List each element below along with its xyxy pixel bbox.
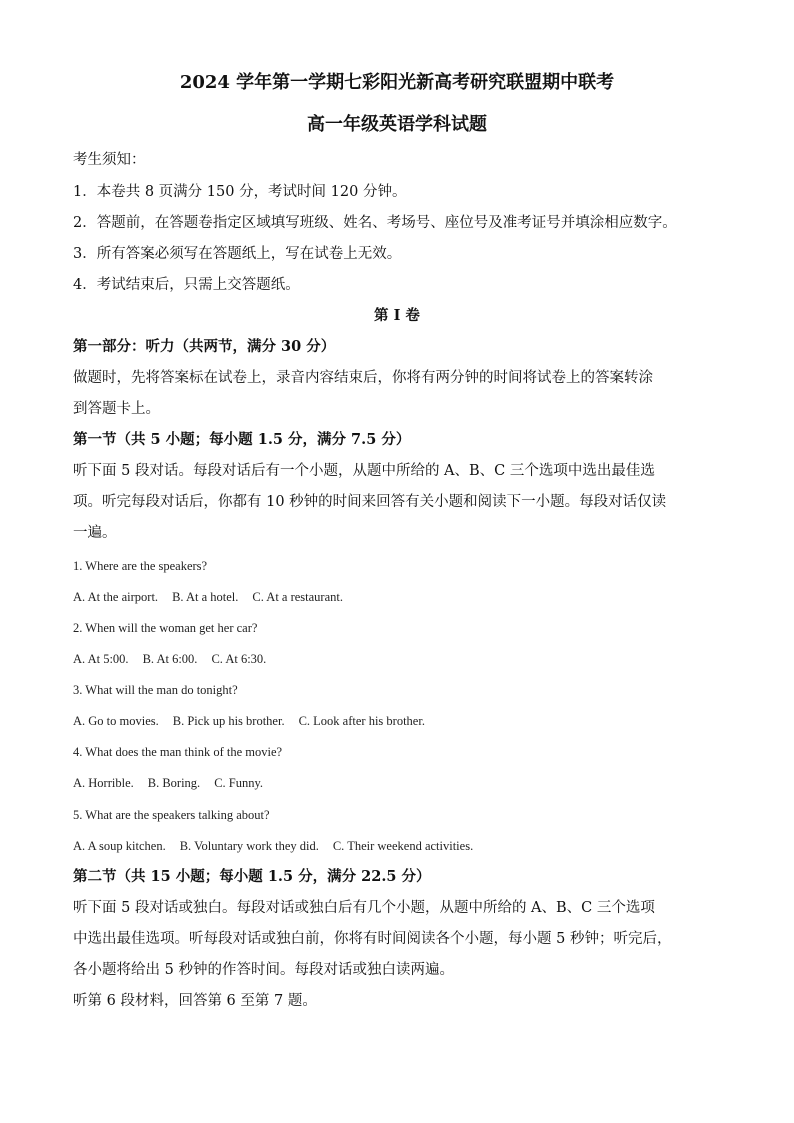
exam-subtitle: 高一年级英语学科试题 bbox=[307, 114, 487, 135]
option-b: B. At 6:00. bbox=[142, 652, 198, 666]
part1-instruction-1: 做题时，先将答案标在试卷上，录音内容结束后，你将有两分钟的时间将试卷上的答案转涂 bbox=[73, 370, 653, 386]
part1-instruction-2: 到答题卡上。 bbox=[73, 401, 160, 417]
question-5-options bbox=[73, 837, 487, 855]
option-a: A. Horrible. bbox=[73, 776, 134, 790]
question-2: 2. When will the woman get her car? bbox=[73, 621, 258, 635]
option-b: B. Pick up his brother. bbox=[172, 714, 285, 728]
notice-heading: 考生须知： bbox=[73, 152, 146, 168]
option-c: C. At a restaurant. bbox=[252, 590, 343, 604]
section1-instruction-1: 听下面 5 段对话。每段对话后有一个小题，从题中所给的 A、B、C 三个选项中选出最佳选 bbox=[73, 463, 655, 479]
option-c: C. Look after his brother. bbox=[298, 714, 425, 728]
question-1: 1. Where are the speakers? bbox=[73, 559, 208, 573]
option-b: B. Voluntary work they did. bbox=[179, 839, 319, 853]
material-note: 听第 6 段材料，回答第 6 至第 7 题。 bbox=[73, 993, 317, 1009]
question-2-options bbox=[73, 650, 280, 668]
section2-instruction-1: 听下面 5 段对话或独白。每段对话或独白后有几个小题，从题中所给的 A、B、C 三个选项 bbox=[73, 900, 655, 916]
volume-label: 第 I 卷 bbox=[374, 307, 420, 324]
question-3: 3. What will the man do tonight? bbox=[73, 683, 238, 697]
section2-instruction-3: 各小题将给出 5 秒钟的作答时间。每段对话或独白读两遍。 bbox=[73, 962, 454, 978]
option-a: A. At the airport. bbox=[73, 590, 159, 604]
exam-title: 2024 学年第一学期七彩阳光新高考研究联盟期中联考 bbox=[179, 72, 615, 93]
option-b: B. Boring. bbox=[147, 776, 201, 790]
option-c: C. At 6:30. bbox=[211, 652, 267, 666]
section1-heading: 第一节（共 5 小题；每小题 1.5 分，满分 7.5 分） bbox=[73, 431, 411, 448]
section2-heading: 第二节（共 15 小题；每小题 1.5 分，满分 22.5 分） bbox=[73, 868, 431, 885]
question-5: 5. What are the speakers talking about? bbox=[73, 808, 270, 822]
section1-instruction-3: 一遍。 bbox=[73, 525, 117, 541]
option-a: A. Go to movies. bbox=[73, 714, 159, 728]
option-b: B. At a hotel. bbox=[172, 590, 239, 604]
question-4-options bbox=[73, 774, 277, 792]
question-3-options bbox=[73, 712, 439, 730]
question-4: 4. What does the man think of the movie? bbox=[73, 745, 283, 759]
notice-item-3: 3．所有答案必须写在答题纸上，写在试卷上无效。 bbox=[73, 246, 402, 262]
option-c: C. Funny. bbox=[214, 776, 264, 790]
question-1-options bbox=[73, 588, 357, 606]
notice-item-2: 2．答题前，在答题卷指定区域填写班级、姓名、考场号、座位号及准考证号并填涂相应数字。 bbox=[73, 215, 677, 231]
notice-item-4: 4．考试结束后，只需上交答题纸。 bbox=[73, 277, 300, 293]
part1-heading: 第一部分：听力（共两节，满分 30 分） bbox=[73, 338, 336, 355]
section2-instruction-2: 中选出最佳选项。听每段对话或独白前，你将有时间阅读各个小题，每小题 5 秒钟；听完后， bbox=[73, 931, 672, 947]
option-a: A. A soup kitchen. bbox=[73, 839, 166, 853]
option-a: A. At 5:00. bbox=[73, 652, 129, 666]
notice-item-1: 1．本卷共 8 页满分 150 分，考试时间 120 分钟。 bbox=[73, 184, 407, 200]
section1-instruction-2: 项。听完每段对话后，你都有 10 秒钟的时间来回答有关小题和阅读下一小题。每段对话仅读 bbox=[73, 494, 667, 510]
option-c: C. Their weekend activities. bbox=[332, 839, 474, 853]
